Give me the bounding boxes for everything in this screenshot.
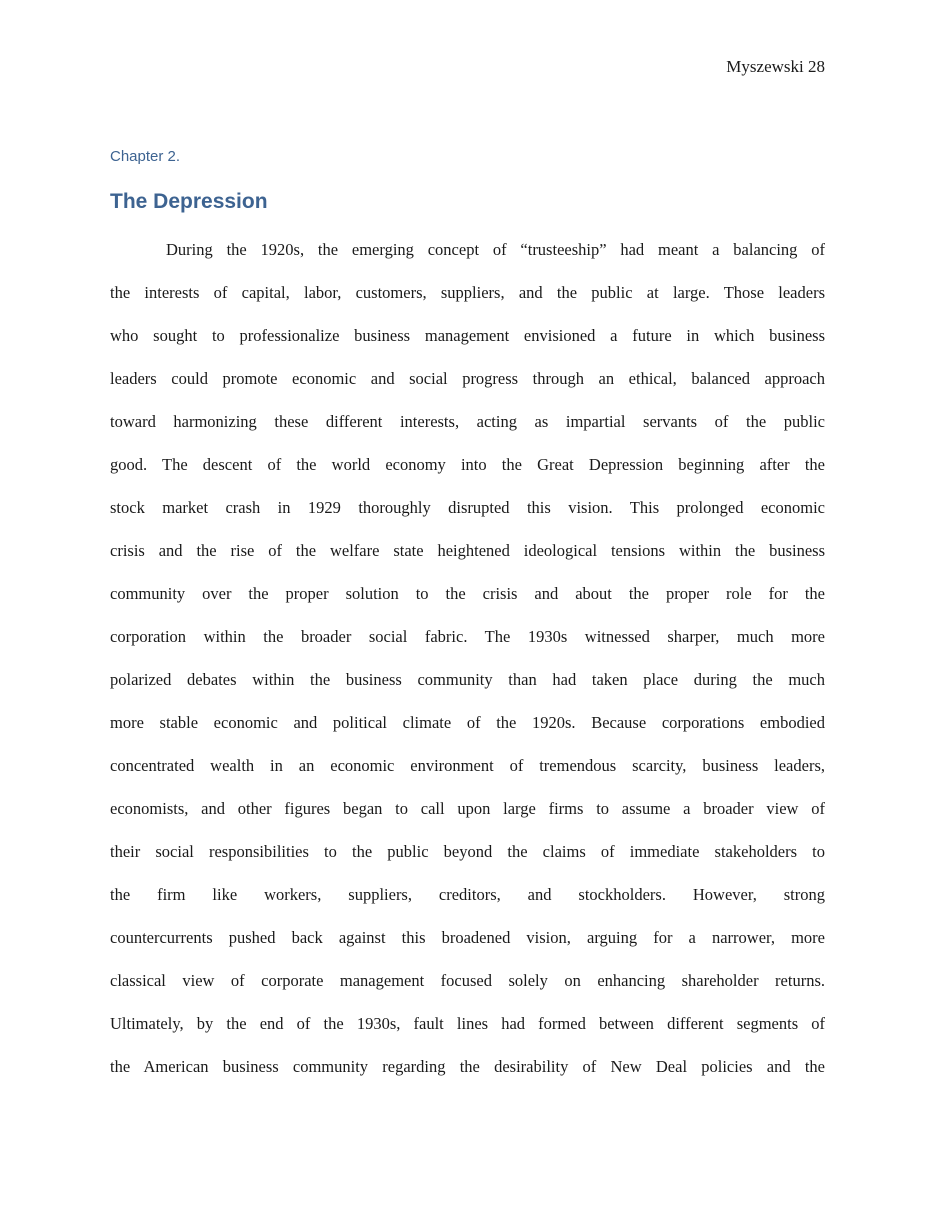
chapter-title: The Depression bbox=[110, 190, 268, 213]
paragraph-line: economists, and other figures began to call upon large firms to assume a broader view of bbox=[110, 799, 825, 818]
paragraph-line: community over the proper solution to the crisis and about the proper role for the bbox=[110, 584, 825, 603]
paragraph-line: corporation within the broader social fabric. The 1930s witnessed sharper, much more bbox=[110, 627, 825, 646]
paragraph-line: classical view of corporate management focused solely on enhancing shareholder returns. bbox=[110, 971, 825, 990]
paragraph-line: polarized debates within the business community than had taken place during the much bbox=[110, 670, 825, 689]
paragraph-line: who sought to professionalize business management envisioned a future in which business bbox=[110, 326, 825, 345]
paragraph-line: During the 1920s, the emerging concept of “trusteeship” had meant a balancing of bbox=[166, 240, 825, 259]
paragraph-line: more stable economic and political climate of the 1920s. Because corporations embodied bbox=[110, 713, 825, 732]
paragraph-line: Ultimately, by the end of the 1930s, fault lines had formed between different segments of bbox=[110, 1014, 825, 1033]
paragraph-line: the American business community regarding the desirability of New Deal policies and the bbox=[110, 1057, 825, 1076]
paragraph-line: the firm like workers, suppliers, creditors, and stockholders. However, strong bbox=[110, 885, 825, 904]
paragraph-line: the interests of capital, labor, customers, suppliers, and the public at large. Those leaders bbox=[110, 283, 825, 302]
paragraph-line: crisis and the rise of the welfare state heightened ideological tensions within the business bbox=[110, 541, 825, 560]
paragraph-line: their social responsibilities to the public beyond the claims of immediate stakeholders to bbox=[110, 842, 825, 861]
paragraph-line: concentrated wealth in an economic environment of tremendous scarcity, business leaders, bbox=[110, 756, 825, 775]
paragraph-line: stock market crash in 1929 thoroughly disrupted this vision. This prolonged economic bbox=[110, 498, 825, 517]
body-paragraph bbox=[110, 237, 825, 1097]
paragraph-line: leaders could promote economic and social progress through an ethical, balanced approach bbox=[110, 369, 825, 388]
paragraph-line: toward harmonizing these different interests, acting as impartial servants of the public bbox=[110, 412, 825, 431]
chapter-label: Chapter 2. bbox=[110, 148, 181, 165]
running-header: Myszewski 28 bbox=[726, 57, 825, 76]
paragraph-line: good. The descent of the world economy into the Great Depression beginning after the bbox=[110, 455, 825, 474]
paragraph-line: countercurrents pushed back against this broadened vision, arguing for a narrower, more bbox=[110, 928, 825, 947]
